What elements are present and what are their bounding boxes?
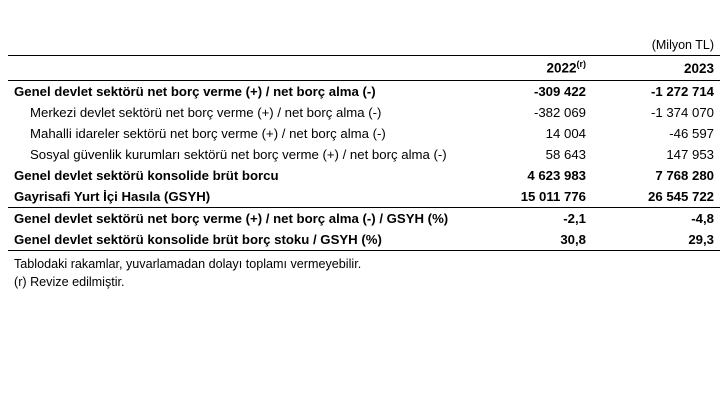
unit-note: (Milyon TL) [651,38,714,52]
row-value-2023: 147 953 [666,146,714,162]
row-label: Genel devlet sektörü net borç verme (+) / net borç alma (-) / GSYH (%) [8,207,460,229]
header-label-column [8,56,460,81]
row-value-2022: -382 069 [533,104,586,120]
row-value-2023: -46 597 [669,125,714,141]
row-value-2022: 4 623 983 [527,167,586,183]
row-value-2023: 29,3 [592,229,720,251]
row-value-2022: 30,8 [460,229,592,251]
table-header [8,56,720,81]
row-label: Merkezi devlet sektörü net borç verme (+) / net borç alma (-) [30,104,382,120]
row-label: Sosyal güvenlik kurumları sektörü net borç verme (+) / net borç alma (-) [30,146,447,162]
header-year-2022-superscript: (r) [576,59,586,69]
row-label: Genel devlet sektörü konsolide brüt borç stoku / GSYH (%) [8,229,460,251]
row-value-2023: -4,8 [592,207,720,229]
footnotes [8,251,720,292]
row-value-2023: 26 545 722 [647,188,714,204]
row-label: Mahalli idareler sektörü net borç verme (+) / net borç alma (-) [30,125,386,141]
row-label: Genel devlet sektörü konsolide brüt borcu [14,167,279,183]
table-row [8,207,720,229]
row-value-2023: -1 272 714 [650,83,714,99]
table-row [8,144,720,165]
row-label: Gayrisafi Yurt İçi Hasıla (GSYH) [14,188,211,204]
header-row [8,56,720,81]
header-year-2022-text: 2022 [546,60,577,76]
header-year-2023: 2023 [592,56,720,81]
footnote-rounding: Tablodaki rakamlar, yuvarlamadan dolayı toplamı vermeyebilir. [14,256,362,271]
row-value-2022: 14 004 [545,125,586,141]
table-body [8,80,720,250]
table-row [8,102,720,123]
table-row [8,123,720,144]
row-value-2022: -309 422 [533,83,586,99]
row-value-2022: 58 643 [545,146,586,162]
row-value-2022: 15 011 776 [520,188,586,204]
header-year-2022 [460,56,592,81]
footnote-revised: (r) Revize edilmiştir. [14,274,125,289]
row-label: Genel devlet sektörü net borç verme (+) / net borç alma (-) [14,83,376,99]
table-row [8,165,720,186]
row-value-2023: 7 768 280 [655,167,714,183]
finance-table [8,55,720,251]
row-value-2022: -2,1 [460,207,592,229]
table-row [8,229,720,251]
table-row [8,80,720,102]
row-value-2023: -1 374 070 [650,104,714,120]
table-row [8,186,720,208]
